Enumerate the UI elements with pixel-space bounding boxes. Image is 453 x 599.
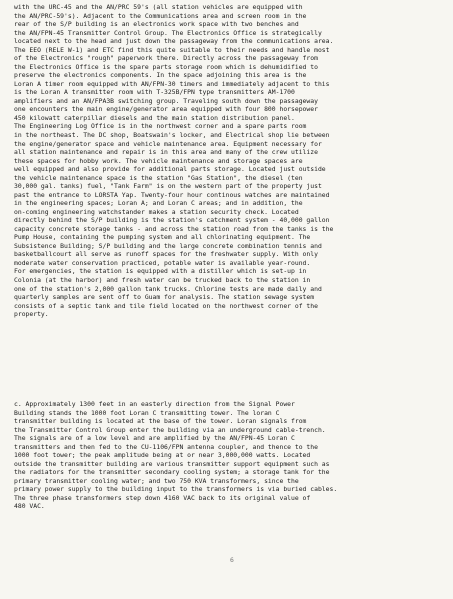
paragraph-1-station-description: with the URC-45 and the AN/PRC 59's (all station vehicles are equipped with the AN/PRC-59's). Adjacent to the Communications area and screen room in the rear of the S/P building is an electronics work space with two benches and the AN/FPN-45 Transmitter Control Group. The Electronics Office is strategically located next to the head and just down the passageway from the communications area. The EEO (RELE W-1) and ETC find this quite suitable to their needs and handle most of the Electronics "rough" paperwork there. Directly across the passageway from the Electronics Office is the spare parts storage room which is dehumidified to preserve the electronics components. In the space adjoining this area is the Loran A timer room equipped with AN/FPN-30 timers and immediately adjacent to this is the Loran A transmitter room with T-325B/FPN type transmitters AM-1700 amplifiers and an AN/FPA3B switching group. Traveling south down the passageway one encounters the main engine/generator area equipped with four 800 horsepower 450 kilowatt caterpillar diesels and the main station distribution panel. The Engineering Log Office is in the northwest corner and a spare parts room in the northeast. The DC shop, Boatswain's locker, and Electrical shop lie between the engine/generator space and vehicle maintenance area. Equipment necessary for all station maintenance and repair is in this area and many of the crew utilize these spaces for hobby work. The vehicle maintenance and storage spaces are well equipped and also provide for additional parts storage. Located just outside the vehicle maintenance space is the station "Gas Station", the diesel (ten 30,000 gal. tanks) fuel, "Tank Farm" is on the western part of the property just past the entrance to LORSTA Yap. Twenty-four hour continous watches are maintained in the engineering spaces; Loran A; and Loran C areas; and in addition, the on-coming engineering watchstander makes a station security check. Located directly behind the S/P building is the station's catchment system - 40,000 gallon capacity concrete storage tanks - and across the station road from the tanks is the Pump House, containing the pumping system and all chlorinating equipment. The Subsistence Building; S/P building and the large concrete combination tennis and basketballcourt all serve as runoff spaces for the freshwater supply. With only moderate water conservation practiced, potable water is available year-round. For emergencies, the station is equipped with a distiller which is set-up in Colonia (at the harbor) and fresh water can be trucked back to the station in one of the station's 2,000 gallon tank trucks. Chlorine tests are made daily and quarterly samples are sent off to Guam for analysis. The station sewage system consists of a septic tank and tile field located on the northwest corner of the property. xyxy=(14,3,334,319)
paragraph-2-loran-c-transmitter: c. Approximately 1300 feet in an easterly direction from the Signal Power Building stands the 1000 foot Loran C transmitting tower. The loran C transmitter building is located at the base of the tower. Loran signals from the Transmitter Control Group enter the building via an underground cable-trench. The signals are of a low level and are amplified by the AN/FPN-45 Loran C transmitters and then fed to the CU-1106/FPN antenna coupler, and thence to the 1000 foot tower; the peak amplitude being at or near 3,000,000 watts. Located outside the transmitter building are various transmitter support equipment such as the radiators for the transmitter secondary cooling system; a storage tank for the primary transmitter cooling water; and two 750 KVA transformers, since the primary power supply to the building input to the transformers is via buried cables. The three phase transformers step down 4160 VAC back to its original value of 480 VAC. xyxy=(14,400,338,511)
page-number: 6 xyxy=(230,556,234,564)
